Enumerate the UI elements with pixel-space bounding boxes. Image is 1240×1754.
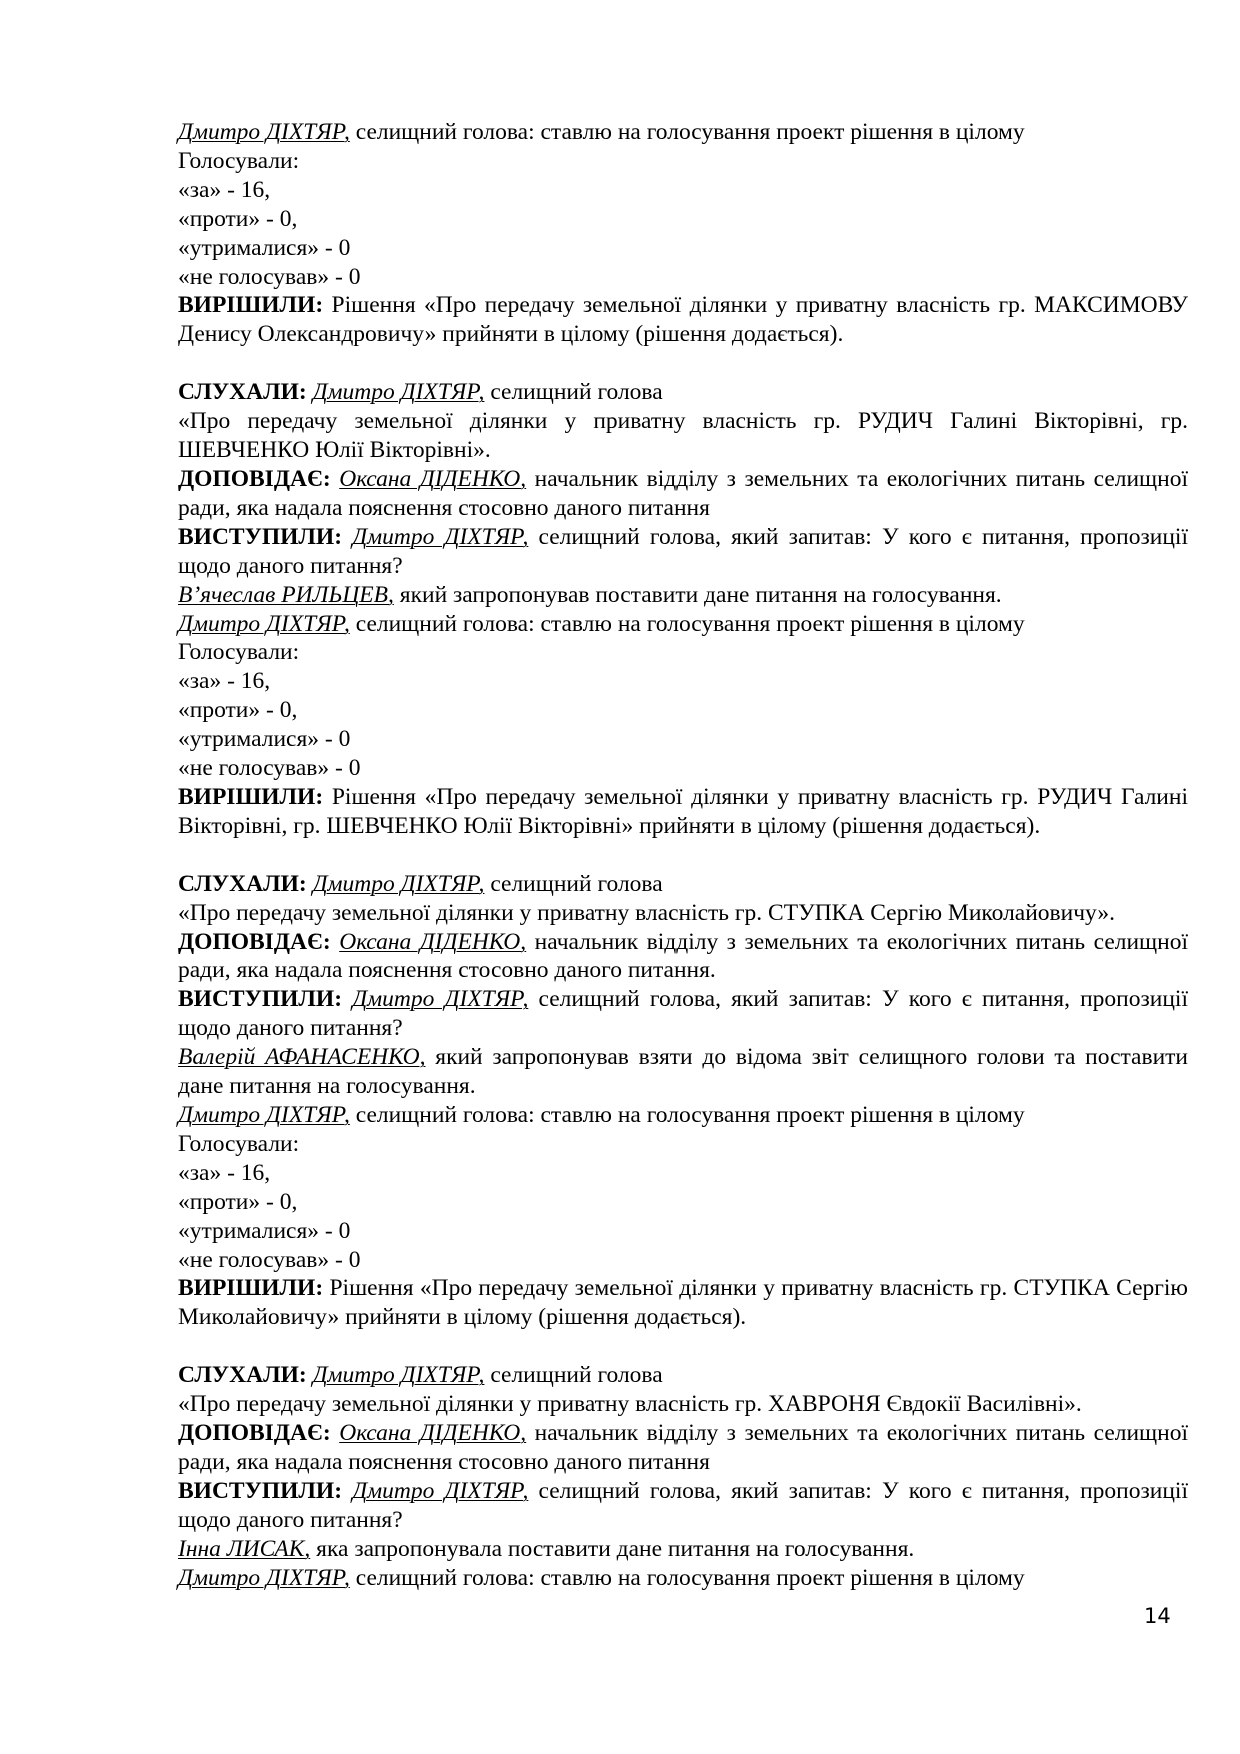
spoke-speaker: Дмитро ДІХТЯР, [352, 1477, 529, 1504]
heard-speaker: Дмитро ДІХТЯР, [312, 1362, 485, 1389]
spoke [178, 1477, 1188, 1535]
vote-speaker: Дмитро ДІХТЯР, [178, 1564, 350, 1591]
spoke-label: ВИСТУПИЛИ: [178, 523, 343, 550]
proposer-text: який запропонував взяти до відома звіт селищного голови та поставити дане питання на голосування. [178, 1044, 1189, 1100]
heard [178, 870, 1188, 899]
vote-speaker: Дмитро ДІХТЯР, [178, 1102, 350, 1128]
report-speaker: Оксана ДІДЕНКО, [339, 465, 527, 492]
votes-not-voted: «не голосував» - 0 [178, 1246, 361, 1273]
topic: «Про передачу земельної ділянки у приватну власність гр. СТУПКА Сергію Миколайовичу». [178, 899, 1116, 926]
document-page [178, 118, 1188, 1593]
vote-call [178, 1564, 1188, 1593]
decision-text: Рішення «Про передачу земельної ділянки у приватну власність гр. РУДИЧ Галині Вікторівні, гр. ШЕВЧЕНКО Юлії Вікторівні» прийняти в цілому (рішення додається). [178, 783, 1188, 839]
decision-label: ВИРІШИЛИ: [178, 292, 324, 319]
heard-label: СЛУХАЛИ: [178, 379, 307, 406]
votes-for: «за» - 16, [178, 176, 271, 203]
spoke-text: селищний голова, який запитав: У кого є питання, пропозиції щодо даного питання? [178, 523, 1188, 579]
votes-title: Голосували: [178, 147, 300, 174]
votes-not-voted: «не голосував» - 0 [178, 755, 361, 782]
decision-text: Рішення «Про передачу земельної ділянки у приватну власність гр. МАКСИМОВУ Денису Олександровичу» прийняти в цілому (рішення додається). [178, 292, 1188, 348]
report [178, 465, 1188, 523]
report-label: ДОПОВІДАЄ: [178, 928, 331, 955]
votes-for: «за» - 16, [178, 668, 271, 695]
decision [178, 783, 1188, 841]
report-text: начальник відділу з земельних та екологічних питань селищної ради, яка надала пояснення стосовно даного питання [178, 465, 1188, 521]
section-gap [178, 349, 1188, 378]
vote-text: селищний голова: ставлю на голосування проект рішення в цілому [349, 610, 1025, 637]
topic: «Про передачу земельної ділянки у приватну власність гр. РУДИЧ Галині Вікторівні, гр. ШЕВЧЕНКО Юлії Вікторівні». [178, 408, 1188, 464]
decision [178, 291, 1188, 349]
spoke [178, 523, 1188, 581]
vote-call [178, 1101, 1188, 1130]
decision-text: Рішення «Про передачу земельної ділянки у приватну власність гр. СТУПКА Сергію Миколайовичу» прийняти в цілому (рішення додається). [178, 1275, 1188, 1331]
vote-text: селищний голова: ставлю на голосування проект рішення в цілому [349, 1564, 1025, 1591]
vote-text: селищний голова: ставлю на голосування проект рішення в цілому [349, 1102, 1025, 1128]
report [178, 928, 1188, 986]
spoke-speaker: Дмитро ДІХТЯР, [352, 523, 529, 550]
report-label: ДОПОВІДАЄ: [178, 1420, 331, 1447]
spoke [178, 985, 1188, 1043]
spoke-text: селищний голова, який запитав: У кого є питання, пропозиції щодо даного питання? [178, 986, 1188, 1042]
topic: «Про передачу земельної ділянки у приватну власність гр. ХАВРОНЯ Євдокії Василівні». [178, 1391, 1082, 1418]
heard-speaker: Дмитро ДІХТЯР, [312, 379, 485, 406]
votes-against: «проти» - 0, [178, 697, 298, 724]
heard-role: селищний голова [484, 379, 663, 406]
spoke-speaker: Дмитро ДІХТЯР, [352, 986, 529, 1013]
vote-call [178, 118, 1188, 147]
proposer-text: який запропонував поставити дане питання на голосування. [393, 581, 1002, 608]
heard-label: СЛУХАЛИ: [178, 870, 307, 897]
report-label: ДОПОВІДАЄ: [178, 465, 331, 492]
decision [178, 1274, 1188, 1332]
decision-label: ВИРІШИЛИ: [178, 1275, 324, 1302]
heard [178, 378, 1188, 407]
votes-abstained: «утрималися» - 0 [178, 234, 351, 261]
votes-title: Голосували: [178, 1130, 300, 1157]
votes-abstained: «утрималися» - 0 [178, 1217, 351, 1244]
report-speaker: Оксана ДІДЕНКО, [339, 928, 527, 955]
heard-speaker: Дмитро ДІХТЯР, [312, 870, 485, 897]
report-text: начальник відділу з земельних та екологічних питань селищної ради, яка надала пояснення стосовно даного питання. [178, 928, 1188, 984]
section-gap [178, 1332, 1188, 1361]
page-number: 14 [1144, 1604, 1171, 1628]
proposer-text: яка запропонувала поставити дане питання на голосування. [310, 1535, 915, 1562]
proposer [178, 1535, 1188, 1564]
vote-speaker: Дмитро ДІХТЯР, [178, 610, 350, 637]
spoke-label: ВИСТУПИЛИ: [178, 986, 343, 1013]
report-speaker: Оксана ДІДЕНКО, [339, 1420, 527, 1447]
speaker-name: Дмитро ДІХТЯР, [178, 119, 350, 145]
heard [178, 1361, 1188, 1390]
proposer [178, 1043, 1188, 1101]
votes-abstained: «утрималися» - 0 [178, 726, 351, 753]
proposer-speaker: Валерій АФАНАСЕНКО, [178, 1044, 426, 1071]
vote-call [178, 610, 1188, 639]
votes-against: «проти» - 0, [178, 205, 298, 232]
votes-against: «проти» - 0, [178, 1188, 298, 1215]
report [178, 1419, 1188, 1477]
speaker-text: селищний голова: ставлю на голосування проект рішення в цілому [349, 119, 1025, 145]
report-text: начальник відділу з земельних та екологічних питань селищної ради, яка надала пояснення стосовно даного питання [178, 1420, 1188, 1475]
heard-role: селищний голова [484, 870, 663, 897]
proposer-speaker: В’ячеслав РИЛЬЦЕВ, [178, 581, 394, 608]
spoke-text: селищний голова, який запитав: У кого є питання, пропозиції щодо даного питання? [178, 1477, 1188, 1533]
votes-not-voted: «не голосував» - 0 [178, 263, 361, 290]
proposer [178, 581, 1188, 610]
spoke-label: ВИСТУПИЛИ: [178, 1477, 343, 1504]
proposer-speaker: Інна ЛИСАК, [178, 1535, 311, 1562]
section-gap [178, 841, 1188, 870]
decision-label: ВИРІШИЛИ: [178, 783, 324, 810]
heard-label: СЛУХАЛИ: [178, 1362, 307, 1389]
votes-for: «за» - 16, [178, 1159, 271, 1186]
votes-title: Голосували: [178, 639, 300, 666]
heard-role: селищний голова [484, 1362, 663, 1389]
